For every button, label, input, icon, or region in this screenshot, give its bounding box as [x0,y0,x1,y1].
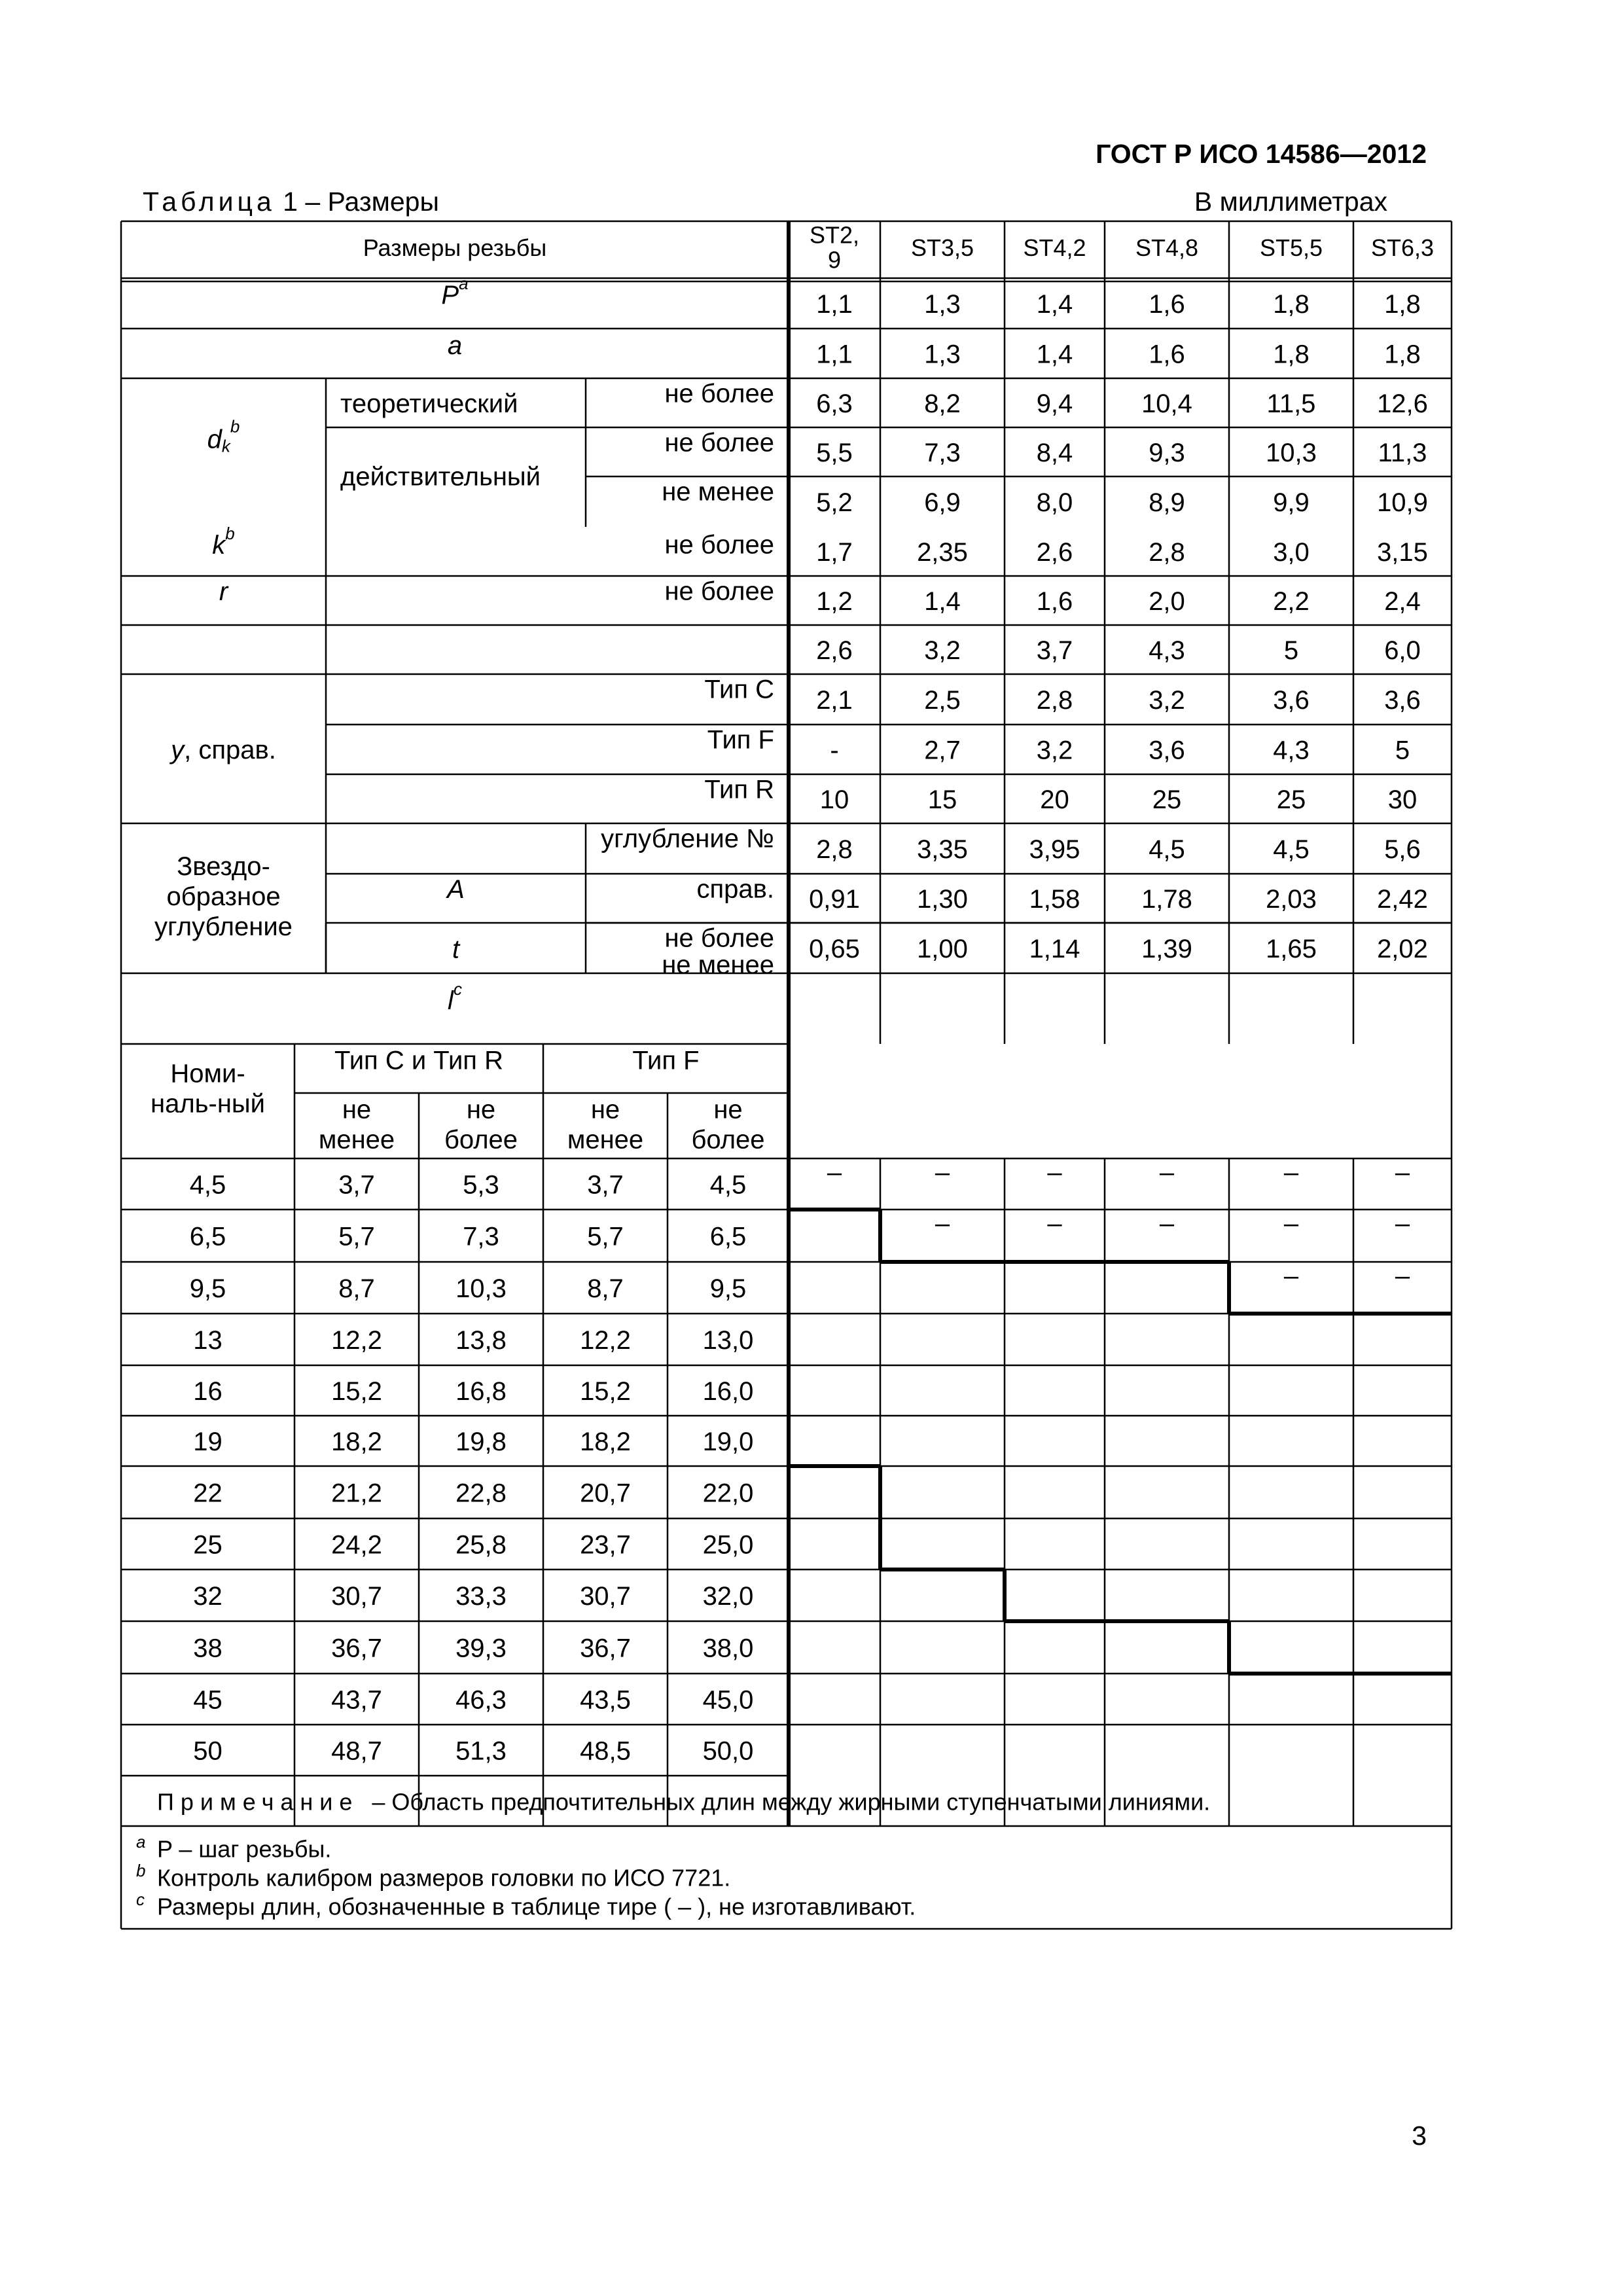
value-dk_actual_min: 10,9 [1377,488,1428,518]
value-t_min: 1,00 [917,935,968,964]
length-f_min: 20,7 [580,1479,631,1508]
value-recess_no: 25 [1152,785,1182,815]
value-y_type_c: 4,3 [1149,636,1185,666]
table-note: Примечание – Область предпочтительных длин между жирными ступенчатыми линиями. [157,1788,1211,1816]
value-A_ref: 4,5 [1149,835,1185,865]
length-cr_min: 12,2 [331,1326,382,1355]
label-recess: образное [166,882,281,912]
length-cr_max: 16,8 [455,1377,507,1407]
length-f_min: 30,7 [580,1582,631,1611]
dash-mark: – [1159,1209,1175,1238]
label-ref: справ. [696,874,774,904]
length-f_min: 48,5 [580,1736,631,1766]
label-max: не более [664,379,774,408]
value-recess_no: 10 [819,785,849,815]
table-caption-rest: 1 – Размеры [283,187,439,217]
length-nominal: 16 [193,1377,223,1407]
length-f_max: 13,0 [702,1326,754,1355]
value-A_ref: 3,35 [917,835,968,865]
value-dk_theoretical_max: 8,2 [924,389,961,419]
length-cr_min: 48,7 [331,1736,382,1766]
label-max: не более [664,924,774,953]
length-cr_max: 13,8 [455,1326,507,1355]
length-nominal: 9,5 [189,1274,226,1304]
footnote-mark: a [136,1831,146,1852]
value-a: 1,3 [924,340,961,369]
footnote-text: Размеры длин, обозначенные в таблице тире ( – ), не изготавливают. [157,1893,916,1920]
value-y_type_r: 4,3 [1273,736,1310,765]
length-cr_min: 43,7 [331,1685,382,1715]
label-min: не менее [662,950,774,980]
value-dk_actual_min: 6,9 [924,488,961,518]
length-nominal: 25 [193,1530,223,1560]
value-y_type_f: 3,6 [1273,686,1310,715]
length-nominal: 38 [193,1634,223,1663]
value-k_max: 2,6 [1036,538,1073,567]
value-dk_theoretical_max: 11,5 [1266,389,1316,419]
value-A_ref: 3,95 [1029,835,1080,865]
table-grid [121,221,1452,1929]
length-f_max: 38,0 [702,1634,754,1663]
length-f_max: 9,5 [709,1274,747,1304]
length-f_min: 15,2 [580,1377,631,1407]
value-t_min: 1,65 [1266,935,1317,964]
symbol-dk: $d_k^b$ [207,416,240,456]
length-cr_max: 10,3 [455,1274,507,1304]
length-f_max: 32,0 [702,1582,754,1611]
value-y_type_r: - [830,736,839,765]
label-min: не [590,1095,620,1124]
length-cr_max: 25,8 [455,1530,507,1560]
value-dk_actual_max: 9,3 [1149,439,1185,468]
value-k_max: 1,7 [816,538,853,567]
label-type-c: Тип С [704,675,774,704]
value-t_max: 1,58 [1029,885,1080,914]
label-nominal: наль-ный [150,1089,266,1119]
value-r_max: 2,0 [1149,587,1185,617]
dash-mark: – [935,1209,950,1238]
length-nominal: 32 [193,1582,223,1611]
length-f_min: 3,7 [587,1170,624,1200]
symbol-r: r [219,577,228,606]
label-max: более [444,1125,518,1155]
label-theoretical: теоретический [340,389,518,419]
value-t_max: 1,30 [917,885,968,914]
length-f_max: 19,0 [702,1427,754,1457]
value-A_ref: 4,5 [1273,835,1310,865]
label-max: не более [664,577,774,606]
value-A_ref: 2,8 [816,835,853,865]
value-recess_no: 15 [927,785,957,815]
length-f_min: 36,7 [580,1634,631,1663]
value-a: 1,4 [1036,340,1073,369]
length-cr_min: 18,2 [331,1427,382,1457]
value-t_max: 1,78 [1141,885,1192,914]
value-t_max: 0,91 [809,885,860,914]
value-a: 1,8 [1273,340,1310,369]
label-type-c-and-r: Тип С и Тип R [334,1046,503,1075]
label-max: не [466,1095,496,1124]
label-recess: углубление [154,912,293,942]
value-y_type_r: 3,6 [1149,736,1185,765]
length-nominal: 50 [193,1736,223,1766]
label-max: не [713,1095,743,1124]
value-y_type_f: 3,2 [1149,686,1185,715]
column-st29-line2: 9 [827,246,842,274]
value-P: 1,3 [924,290,961,319]
value-dk_actual_min: 8,0 [1036,488,1073,518]
column-header: ST4,8 [1135,234,1199,262]
footnote-mark: c [136,1889,145,1909]
label-nominal: Номи- [170,1059,245,1088]
value-dk_actual_min: 9,9 [1273,488,1310,518]
column-header: ST3,5 [910,234,974,262]
symbol-a: a [447,331,463,360]
length-cr_min: 30,7 [331,1582,382,1611]
value-y_type_r: 3,2 [1036,736,1073,765]
value-k_max: 3,0 [1273,538,1310,567]
value-y_type_c: 3,2 [924,636,961,666]
page-number: 3 [1412,2121,1427,2151]
label-recess-no: углубление № [601,824,774,853]
length-f_max: 22,0 [702,1479,754,1508]
footnote-text: P – шаг резьбы. [157,1835,332,1863]
label-type-f: Тип F [632,1046,700,1075]
length-cr_max: 7,3 [463,1222,499,1251]
symbol-t: t [452,935,460,964]
length-nominal: 45 [193,1685,223,1715]
symbol-P: $P^a$ [441,273,469,310]
value-r_max: 2,2 [1273,587,1310,617]
label-recess: Звездо- [177,852,270,882]
length-cr_max: 19,8 [455,1427,507,1457]
length-nominal: 4,5 [189,1170,226,1200]
value-t_min: 1,14 [1029,935,1080,964]
column-header: ST4,2 [1023,234,1086,262]
dash-mark: – [1283,1261,1299,1291]
length-cr_min: 24,2 [331,1530,382,1560]
dash-mark: – [1283,1209,1299,1238]
label-max: более [691,1125,765,1155]
value-dk_actual_max: 7,3 [924,439,961,468]
value-dk_theoretical_max: 10,4 [1141,389,1192,419]
value-recess_no: 20 [1040,785,1069,815]
footnote-text: Контроль калибром размеров головки по ИСО 7721. [157,1864,731,1892]
dash-mark: – [1159,1158,1175,1187]
length-f_min: 43,5 [580,1685,631,1715]
value-t_max: 2,03 [1266,885,1317,914]
symbol-k: $k^b$ [212,523,235,560]
footnote-mark: b [136,1860,146,1880]
value-dk_actual_max: 10,3 [1266,439,1317,468]
label-max: не более [664,428,774,457]
value-dk_actual_max: 11,3 [1378,439,1427,468]
value-a: 1,6 [1149,340,1185,369]
value-y_type_f: 3,6 [1384,686,1421,715]
length-f_min: 23,7 [580,1530,631,1560]
value-y_type_c: 3,7 [1036,636,1073,666]
length-nominal: 22 [193,1479,223,1508]
value-r_max: 1,2 [816,587,853,617]
value-y_type_r: 2,7 [924,736,961,765]
document-code: ГОСТ Р ИСО 14586—2012 [1096,139,1427,169]
value-P: 1,6 [1149,290,1185,319]
value-a: 1,8 [1384,340,1421,369]
value-y_type_f: 2,8 [1036,686,1073,715]
length-f_max: 45,0 [702,1685,754,1715]
value-P: 1,4 [1036,290,1073,319]
dash-mark: – [935,1158,950,1187]
length-cr_max: 39,3 [455,1634,507,1663]
units-label: В миллиметрах [1194,187,1387,217]
label-min: менее [318,1125,395,1155]
symbol-A: A [447,874,465,904]
dash-mark: – [1047,1158,1062,1187]
label-max: не более [664,530,774,560]
value-k_max: 2,8 [1149,538,1185,567]
value-dk_theoretical_max: 9,4 [1036,389,1073,419]
value-dk_theoretical_max: 6,3 [816,389,853,419]
dash-mark: – [1047,1209,1062,1238]
column-st29-line1: ST2, [809,221,860,249]
length-cr_max: 46,3 [455,1685,507,1715]
dash-mark: – [1395,1261,1410,1291]
length-cr_min: 5,7 [338,1222,375,1251]
length-cr_min: 15,2 [331,1377,382,1407]
value-P: 1,1 [816,290,853,319]
value-y_type_r: 5 [1395,736,1410,765]
value-y_type_f: 2,1 [816,686,853,715]
thread-size-header: Размеры резьбы [363,234,547,262]
length-cr_max: 51,3 [455,1736,507,1766]
value-r_max: 1,6 [1036,587,1073,617]
value-a: 1,1 [816,340,853,369]
label-y-ref: y, справ. [171,735,276,764]
length-f_max: 25,0 [702,1530,754,1560]
value-recess_no: 25 [1276,785,1306,815]
table-caption-word: Таблица [143,187,276,217]
value-k_max: 2,35 [917,538,968,567]
label-min: менее [567,1125,644,1155]
length-nominal: 6,5 [189,1222,226,1251]
value-t_min: 1,39 [1141,935,1192,964]
column-header: ST5,5 [1259,234,1323,262]
label-min: не менее [662,477,774,507]
length-nominal: 19 [193,1427,223,1457]
label-type-f: Тип F [707,725,774,755]
value-dk_actual_max: 5,5 [816,439,853,468]
length-cr_max: 5,3 [463,1170,499,1200]
value-A_ref: 5,6 [1384,835,1421,865]
value-t_min: 0,65 [809,935,860,964]
value-dk_actual_min: 8,9 [1149,488,1185,518]
length-cr_min: 3,7 [338,1170,375,1200]
value-recess_no: 30 [1387,785,1418,815]
length-nominal: 13 [193,1326,223,1355]
length-f_max: 50,0 [702,1736,754,1766]
label-min: не [342,1095,372,1124]
value-dk_theoretical_max: 12,6 [1377,389,1428,419]
length-cr_min: 21,2 [331,1479,382,1508]
length-f_max: 6,5 [709,1222,747,1251]
value-r_max: 2,4 [1384,587,1421,617]
value-dk_actual_max: 8,4 [1036,439,1073,468]
length-f_max: 4,5 [709,1170,747,1200]
value-t_min: 2,02 [1377,935,1428,964]
length-f_min: 5,7 [587,1222,624,1251]
value-P: 1,8 [1384,290,1421,319]
length-cr_min: 36,7 [331,1634,382,1663]
length-cr_max: 22,8 [455,1479,507,1508]
label-type-r: Тип R [704,775,774,804]
value-r_max: 1,4 [924,587,961,617]
value-dk_actual_min: 5,2 [816,488,853,518]
length-f_min: 12,2 [580,1326,631,1355]
column-header: ST6,3 [1370,234,1435,262]
length-cr_max: 33,3 [455,1582,507,1611]
value-y_type_f: 2,5 [924,686,961,715]
dash-mark: – [827,1158,842,1187]
dash-mark: – [1283,1158,1299,1187]
dash-mark: – [1395,1158,1410,1187]
length-f_min: 18,2 [580,1427,631,1457]
value-P: 1,8 [1273,290,1310,319]
value-y_type_c: 6,0 [1384,636,1421,666]
value-k_max: 3,15 [1377,538,1428,567]
symbol-l: $l^c$ [448,978,462,1015]
dash-mark: – [1395,1209,1410,1238]
value-t_max: 2,42 [1377,885,1428,914]
length-cr_min: 8,7 [338,1274,375,1304]
length-f_max: 16,0 [702,1377,754,1407]
label-actual: действительный [340,462,541,492]
length-f_min: 8,7 [587,1274,624,1304]
value-y_type_c: 5 [1283,636,1299,666]
value-y_type_c: 2,6 [816,636,853,666]
